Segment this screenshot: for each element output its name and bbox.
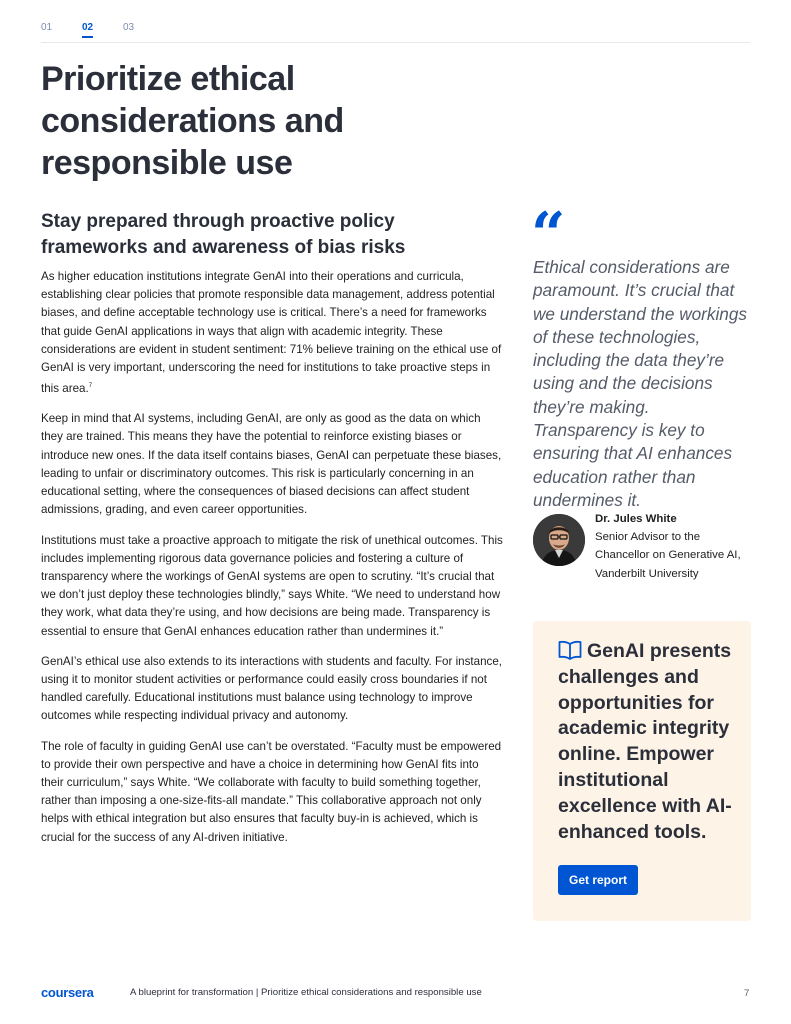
tab-03[interactable]: 03 — [123, 22, 135, 33]
footer-text: A blueprint for transformation | Prioritize ethical considerations and responsible use — [130, 987, 482, 998]
body-paragraph-2: Keep in mind that AI systems, including GenAI, are only as good as the data on which they are trained. This means they have the potential to reinforce existing biases or introduce new ones. If the data itself contains biases, GenAI can perpetuate these biases, leading to unfair or discriminatory outcomes. This risk is particularly concerning in an educational setting, where the consequences of biased decisions can affect student admissions, grading, and even career opportunities. — [41, 412, 502, 517]
body-paragraph-1-text: As higher education institutions integrate GenAI into their operations and curricula, establishing clear policies that promote responsible data management, address potential biases, and define acceptable technology use is critical. There’s a need for frameworks that guide GenAI applications in ways that align with academic integrity. These considerations are evident in student sentiment: 71% believe training on the ethical use of GenAI is very important, underscoring the need for institutions to take proactive steps in this area. — [41, 270, 502, 396]
avatar-portrait-icon — [533, 514, 585, 566]
section-subheading: Stay prepared through proactive policy frameworks and awareness of bias risks — [41, 211, 406, 258]
callout-heading-text: GenAI presents challenges and opportunities for academic integrity online. Empower institutional excellence with AI-enhanced tools. — [558, 640, 732, 843]
coursera-logo[interactable]: coursera — [41, 985, 94, 1000]
body-paragraph-3: Institutions must take a proactive approach to mitigate the risk of unethical outcomes. This includes implementing rigorous data governance policies and fostering a culture of transparency where the workings of GenAI systems are open to scrutiny. “It’s crucial that we don’t just deploy these technologies blindly,” says White. “We need to understand how they work, what data they’re using, and how decisions are being made. Transparency is essential to ensure that GenAI enhances education rather than undermines it.” — [41, 533, 503, 638]
person-title: Senior Advisor to the Chancellor on Generative AI, Vanderbilt University — [595, 531, 741, 580]
body-paragraph-4: GenAI’s ethical use also extends to its interactions with students and faculty. For instance, using it to monitor student activities or performance could easily cross boundaries if not handled carefully. Educational institutions must balance using technology to improve outcomes while respecting individual privacy and autonomy. — [41, 654, 502, 723]
avatar — [533, 514, 585, 566]
quote-attribution — [595, 510, 755, 583]
pull-quote: Ethical considerations are paramount. It’s crucial that we understand the workings of these technologies, including the data they’re using and the decisions they’re making. Transparency is key to ensuring that AI enhances education rather than undermines it. — [533, 257, 748, 510]
body-text — [41, 268, 503, 859]
person-name: Dr. Jules White — [595, 513, 677, 525]
section-tabs — [41, 22, 750, 43]
body-paragraph-1 — [41, 268, 503, 398]
page-title: Prioritize ethical considerations and responsible use — [41, 60, 344, 182]
body-paragraph-5: The role of faculty in guiding GenAI use can’t be overstated. “Faculty must be empowered to provide their own perspective and have a choice in determining how GenAI fits into their curriculum,” says White. “We collaborate with faculty to build something together, rather than imposing a one-size-fits-all mandate.” This collaborative approach not only helps with ethical integration but also ensures that faculty buy-in is achieved, which is crucial for the success of any AI-driven initiative. — [41, 739, 502, 844]
callout-heading — [558, 639, 748, 845]
report-callout — [533, 621, 751, 921]
tab-02[interactable]: 02 — [82, 22, 94, 33]
book-icon — [558, 640, 582, 660]
footnote-ref[interactable]: 7 — [88, 383, 93, 390]
quote-mark-icon: “ — [531, 200, 566, 270]
page-number: 7 — [744, 988, 750, 999]
get-report-button[interactable]: Get report — [558, 865, 638, 895]
tab-01[interactable]: 01 — [41, 22, 53, 33]
